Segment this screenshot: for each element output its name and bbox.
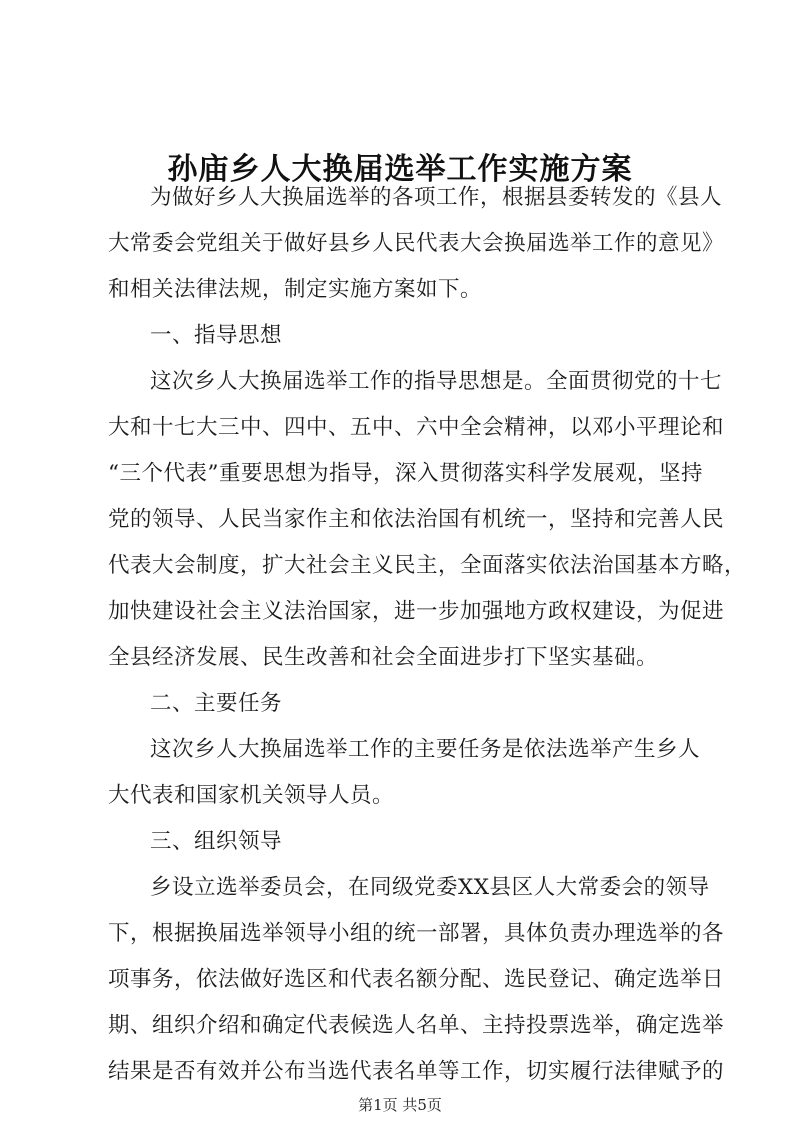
- section-heading: 一、指导思想: [150, 323, 283, 348]
- body-line: 项事务，依法做好选区和代表名额分配、选民登记、确定选举日: [108, 967, 725, 992]
- body-line: 和相关法律法规，制定实施方案如下。: [108, 277, 483, 302]
- document-title: 孙庙乡人大换届选举工作实施方案: [167, 152, 633, 187]
- body-line: 代表大会制度，扩大社会主义民主，全面落实依法治国基本方略，: [108, 553, 747, 578]
- body-line: 下，根据换届选举领导小组的统一部署，具体负责办理选举的各: [108, 921, 725, 946]
- body-line: 这次乡人大换届选举工作的指导思想是。全面贯彻党的十七: [150, 369, 723, 394]
- page-number-footer: 第1页 共5页: [358, 1096, 442, 1114]
- body-line: 全县经济发展、民生改善和社会全面进步打下坚实基础。: [108, 645, 659, 670]
- body-line: 这次乡人大换届选举工作的主要任务是依法选举产生乡人: [150, 737, 701, 762]
- body-line: 大代表和国家机关领导人员。: [108, 783, 395, 808]
- body-line: 乡设立选举委员会，在同级党委XX县区人大常委会的领导: [150, 875, 710, 900]
- body-line: 加快建设社会主义法治国家，进一步加强地方政权建设，为促进: [108, 599, 725, 624]
- section-heading: 三、组织领导: [150, 829, 283, 854]
- body-line: 结果是否有效并公布当选代表名单等工作，切实履行法律赋予的: [108, 1059, 725, 1084]
- section-heading: 二、主要任务: [150, 691, 283, 716]
- body-line: 为做好乡人大换届选举的各项工作，根据县委转发的《县人: [150, 185, 723, 210]
- body-line: 大和十七大三中、四中、五中、六中全会精神，以邓小平理论和: [108, 415, 725, 440]
- body-line: 期、组织介绍和确定代表候选人名单、主持投票选举，确定选举: [108, 1013, 725, 1038]
- body-line: 党的领导、人民当家作主和依法治国有机统一，坚持和完善人民: [108, 507, 725, 532]
- body-line: 大常委会党组关于做好县乡人民代表大会换届选举工作的意见》: [108, 231, 725, 256]
- body-line: “三个代表”重要思想为指导，深入贯彻落实科学发展观，坚持: [108, 461, 703, 486]
